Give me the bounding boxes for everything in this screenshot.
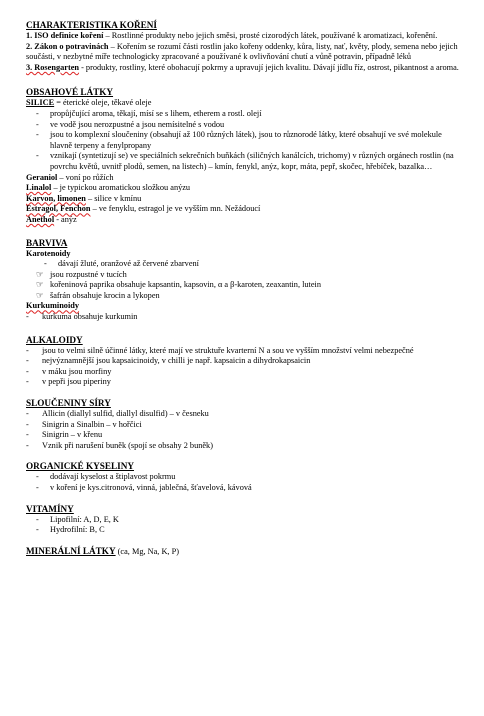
list-item: - Hydrofilní: B, C (36, 525, 105, 535)
pointing-hand-icon: ☞ (36, 290, 44, 300)
compound-line: Geraniol – voní po růžích (26, 172, 114, 182)
section-heading-alkaloidy: ALKALOIDY (26, 334, 83, 345)
subheading-karotenoidy: Karotenoidy (26, 248, 71, 258)
section-heading-organicke-kyseliny: ORGANICKÉ KYSELINY (26, 461, 134, 472)
zakon-label: 2. Zákon o potravinách (26, 41, 109, 51)
list-item: - v pepři jsou piperiny (26, 377, 111, 387)
paragraph-rosengarten (26, 63, 466, 74)
list-item: - ve vodě jsou nerozpustné a jsou nemísitelné s vodou (36, 119, 225, 129)
list-item: - kurkuma obsahuje kurkumin (26, 312, 138, 322)
list-item: - Sinigrin – v křenu (26, 430, 103, 440)
silice-text: = éterické oleje, těkavé oleje (54, 98, 152, 108)
list-item: - jsou to komplexní sloučeniny (obsahují až 100 různých látek), jsou to různorodé látky, které obsahují ve své molekule hlavně terpeny a fenylpropany (36, 130, 442, 150)
list-item: - propůjčující aroma, těkají, mísí se s lihem, etherem a rostl. olejí (36, 108, 262, 118)
minerals-list: (ca, Mg, Na, K, P) (115, 546, 179, 556)
silice-definition (26, 98, 466, 109)
iso-label: 1. ISO definice koření (26, 31, 104, 40)
pointing-hand-icon: ☞ (36, 269, 44, 279)
list-item: - Sinigrin a Sinalbin – v hořčici (26, 419, 142, 429)
zakon-text: – Kořením se rozumí části rostlin jako kořeny oddenky, kůra, listy, nať, květy, plody, semena nebo jejich součásti, v nezbytné míře technologicky zpracované a používané k ovlivňování chutí a vůně potravin, případně léků (26, 41, 458, 62)
subheading-kurkuminoidy: Kurkuminoidy (26, 301, 80, 311)
list-item: - Allicin (diallyl sulfid, diallyl disulfid) – v česneku (26, 409, 209, 419)
paragraph-iso-definice (26, 31, 466, 42)
paragraph-zakon (26, 42, 466, 63)
rosengarten-label: 3. Rosengarten (26, 62, 80, 72)
section-minerals (26, 546, 466, 558)
list-item: - jsou to velmi silně účinné látky, které mají ve struktuře kvarterní N a sou ve vyšším množství velmi nebezpečné (26, 345, 414, 355)
list-item: - Vznik při narušení buněk (spojí se obsahy 2 buněk) (26, 440, 213, 450)
compound-line: Estragol, Fenchon – ve fenyklu, estragol je ve vyšším mn. Nežádoucí (26, 204, 261, 214)
section-heading-mineralni-latky: MINERÁLNÍ LÁTKY (26, 545, 116, 556)
compound-line: Anethol - anýz (26, 214, 77, 224)
list-item: ☞ šafrán obsahuje krocin a lykopen (26, 291, 466, 302)
section-heading-obsahove-latky: OBSAHOVÉ LÁTKY (26, 87, 114, 98)
list-item: - dodávají kyselost a štiplavost pokrmu (36, 472, 176, 482)
list-item: - v koření je kys.citronová, vinná, jablečná, šťavelová, kávová (36, 483, 252, 492)
pointing-hand-icon: ☞ (36, 280, 44, 290)
compound-line: Linalol – je typickou aromatickou složkou anýzu (26, 183, 191, 193)
list-item: - vznikají (syntetizují se) ve speciálních sekrečních buňkách (siličných kanálcích, trichomy) v různých orgánech rostlin (na povrchu květů, uvnitř plodů, semen, na listech) – kmín, fenykl, anýz, kopr, máta, pepř, skočec, hřebíček, bazalka… (36, 151, 454, 171)
list-item: - nejvýznamnější jsou kapsaicinoidy, v chilli je např. kapsaicin a dihydrokapsaicin (26, 356, 311, 366)
list-item: ☞ jsou rozpustné v tucích (26, 270, 466, 281)
iso-text: – Rostlinné produkty nebo jejich směsi, prosté cizorodých látek, používané k aromatizaci, kořenění. (103, 31, 438, 40)
rosengarten-text: - produkty, rostliny, které obohacují pokrmy a upravují jejich kvalitu. Dávají jídlu říz, ostrost, pikantnost a aroma. (79, 62, 459, 72)
section-heading-slouceniny-siry: SLOUČENINY SÍRY (26, 398, 111, 409)
section-heading-charakteristika: CHARAKTERISTIKA KOŘENÍ (26, 20, 157, 30)
list-item: - dávají žluté, oranžové až červené zbarvení (44, 259, 199, 269)
compound-line: Karvon, limonen – silice v kmínu (26, 193, 142, 203)
section-heading-vitaminy: VITAMÍNY (26, 503, 74, 514)
silice-label: SILICE (26, 98, 55, 108)
list-item: - Lipofilní: A, D, E, K (36, 514, 119, 524)
document-page (26, 20, 466, 557)
list-item: ☞ kořeninová paprika obsahuje kapsantin, kapsovin, α a β-karoten, zeaxantin, lutein (26, 280, 466, 291)
list-item: - v máku jsou morfiny (26, 366, 112, 376)
section-heading-barviva: BARVIVA (26, 237, 68, 248)
